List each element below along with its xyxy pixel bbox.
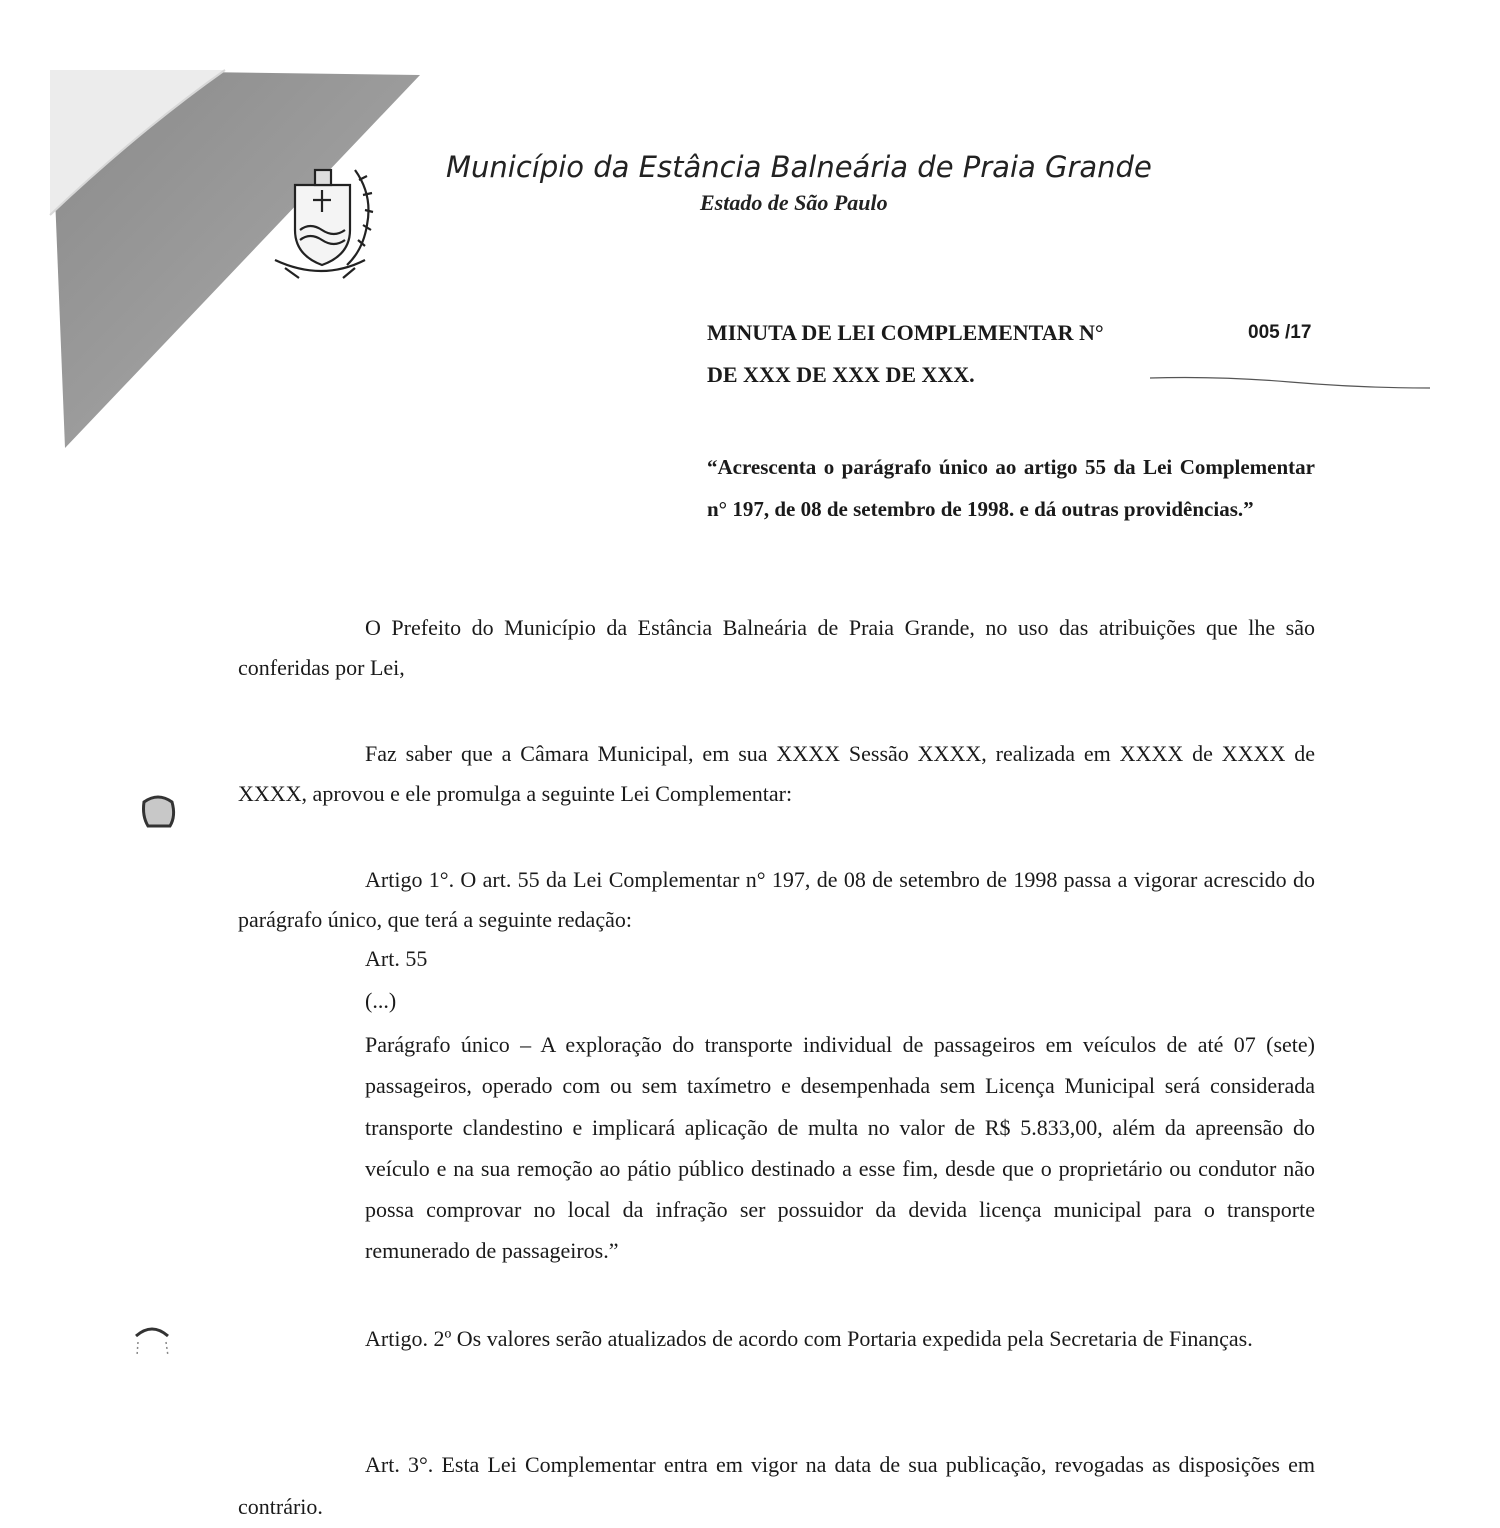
bill-heading: MINUTA DE LEI COMPLEMENTAR N° (707, 320, 1104, 345)
ellipsis: (...) (365, 988, 397, 1013)
promulgation-paragraph (238, 734, 1315, 814)
promulgation-text: Faz saber que a Câmara Municipal, em sua XXXX Sessão XXXX, realizada em XXXX de XXXX de XXXX, aprovou e ele promulga a seguinte Lei Complementar: (238, 741, 1315, 806)
article-3-text: Art. 3°. Esta Lei Complementar entra em vigor na data de sua publicação, revogadas as disposições em contrário. (238, 1452, 1315, 1519)
bill-date-line: DE XXX DE XXX DE XXX. (707, 362, 975, 387)
handwritten-line (1150, 374, 1430, 394)
bill-number: 005 /17 (1248, 322, 1312, 343)
preamble-paragraph (238, 608, 1315, 688)
article-3-paragraph (238, 1444, 1315, 1528)
punch-hole-mark (138, 790, 180, 830)
municipal-coat-of-arms-icon (255, 150, 380, 285)
paragrafo-unico: Parágrafo único – A exploração do transporte individual de passageiros em veículos de até 07 (sete) passageiros, operado com ou sem taxímetro e desempenhada sem Licença Municipal será considerada transporte clandestino e implicará aplicação de multa no valor de R$ 5.833,00, além da apreensão do veículo e na sua remoção ao pátio público destinado a esse fim, desde que o proprietário ou condutor não possa comprovar no local da infração ser possuidor da devida licença municipal para o transporte remunerado de passageiros.” (365, 1032, 1315, 1264)
article-1-paragraph (238, 860, 1315, 940)
punch-hole-mark (132, 1322, 174, 1362)
state-subtitle: Estado de São Paulo (700, 190, 888, 215)
bill-summary: “Acrescenta o parágrafo único ao artigo 55 da Lei Complementar n° 197, de 08 de setembro de 1998. e dá outras providências.” (707, 455, 1315, 521)
article-2-paragraph: Artigo. 2º Os valores serão atualizados de acordo com Portaria expedida pela Secretaria de Finanças. (365, 1326, 1253, 1351)
art-55-label: Art. 55 (365, 946, 428, 971)
municipality-title: Município da Estância Balneária de Praia Grande (446, 150, 1152, 184)
preamble-text: O Prefeito do Município da Estância Balneária de Praia Grande, no uso das atribuições que lhe são conferidas por Lei, (238, 615, 1315, 680)
article-1-text: Artigo 1°. O art. 55 da Lei Complementar n° 197, de 08 de setembro de 1998 passa a vigorar acrescido do parágrafo único, que terá a seguinte redação: (238, 867, 1315, 932)
